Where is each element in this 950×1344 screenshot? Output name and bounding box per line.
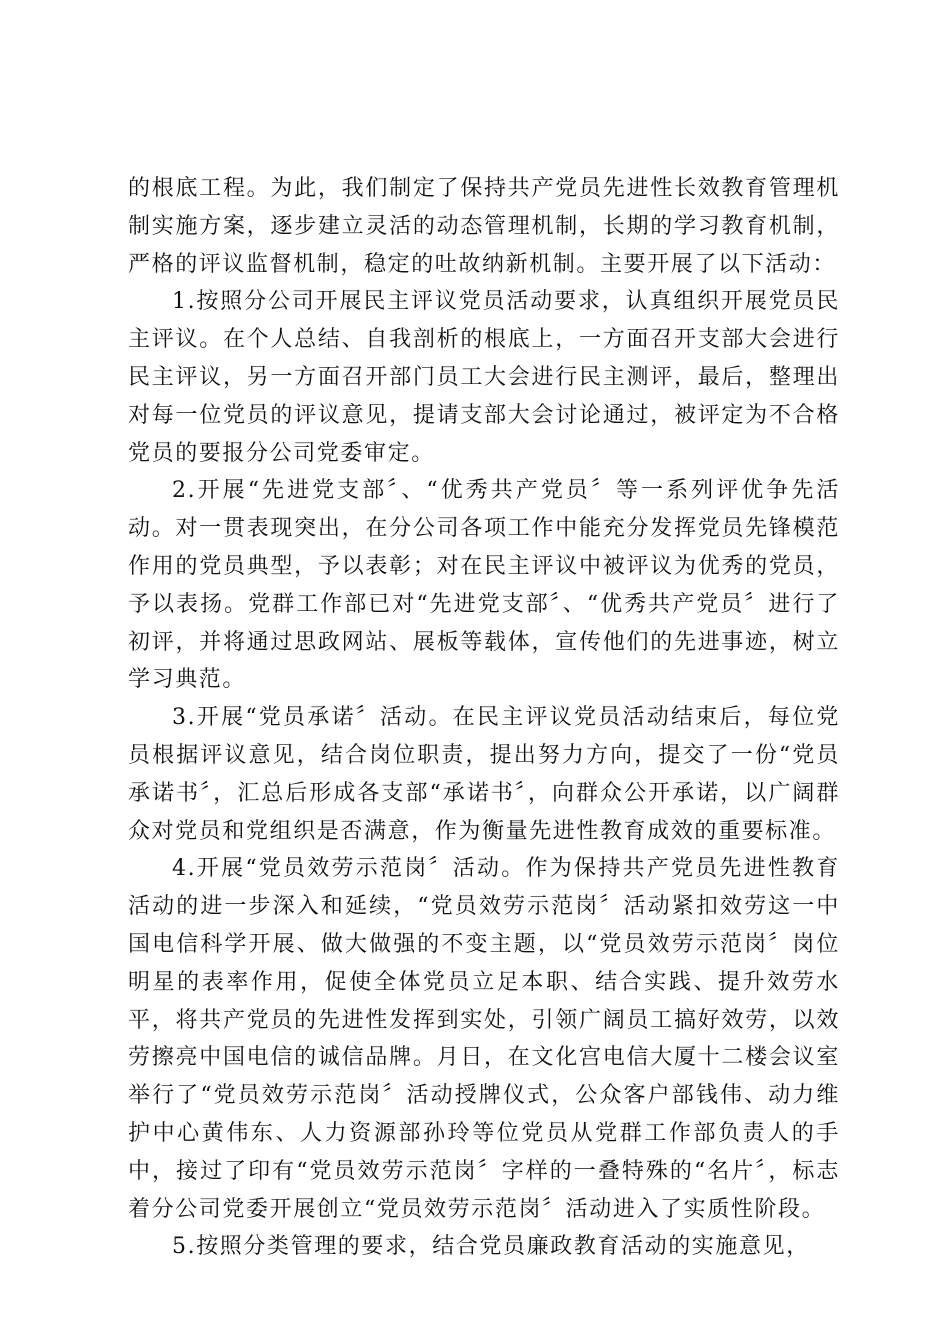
paragraph-intro-continuation: 的根底工程。为此，我们制定了保持共产党员先进性长效教育管理机制实施方案，逐步建立灵活的动态管理机制，长期的学习教育机制，严格的评议监督机制，稳定的吐故纳新机制。主要开展了以下活动： bbox=[128, 176, 840, 277]
paragraph-item-4: 4.开展“党员效劳示范岗〞活动。作为保持共产党员先进性教育活动的进一步深入和延续，“党员效劳示范岗〞活动紧扣效劳这一中国电信科学开展、做大做强的不变主题，以“党员效劳示范岗〞岗位明星的表率作用，促使全体党员立足本职、结合实践、提升效劳水平，将共产党员的先进性发挥到实处，引领广阔员工搞好效劳，以效劳擦亮中国电信的诚信品牌。月日，在文化宫电信大厦十二楼会议室举行了“党员效劳示范岗〞活动授牌仪式，公众客户部钱伟、动力维护中心黄伟东、人力资源部孙玲等位党员从党群工作部负责人的手中，接过了印有“党员效劳示范岗〞字样的一叠特殊的“名片〞，标志着分公司党委开展创立“党员效劳示范岗〞活动进入了实质性阶段。 bbox=[128, 856, 840, 1222]
paragraph-item-2: 2.开展“先进党支部〞、“优秀共产党员〞等一系列评优争先活动。对一贯表现突出，在分公司各项工作中能充分发挥党员先锋模范作用的党员典型，予以表彰；对在民主评议中被评议为优秀的党员，予以表扬。党群工作部已对“先进党支部〞、“优秀共产党员〞进行了初评，并将通过思政网站、展板等载体，宣传他们的先进事迹，树立学习典范。 bbox=[128, 478, 840, 693]
document-body bbox=[128, 170, 840, 1266]
paragraph-item-1: 1.按照分公司开展民主评议党员活动要求，认真组织开展党员民主评议。在个人总结、自我剖析的根底上，一方面召开支部大会进行民主评议，另一方面召开部门员工大会进行民主测评，最后，整理出对每一位党员的评议意见，提请支部大会讨论通过，被评定为不合格党员的要报分公司党委审定。 bbox=[128, 289, 840, 466]
paragraph-item-3: 3.开展“党员承诺〞活动。在民主评议党员活动结束后，每位党员根据评议意见，结合岗位职责，提出努力方向，提交了一份“党员承诺书〞，汇总后形成各支部“承诺书〞，向群众公开承诺，以广阔群众对党员和党组织是否满意，作为衡量先进性教育成效的重要标准。 bbox=[128, 705, 840, 844]
paragraph-item-5: 5.按照分类管理的要求，结合党员廉政教育活动的实施意见， bbox=[172, 1234, 810, 1260]
